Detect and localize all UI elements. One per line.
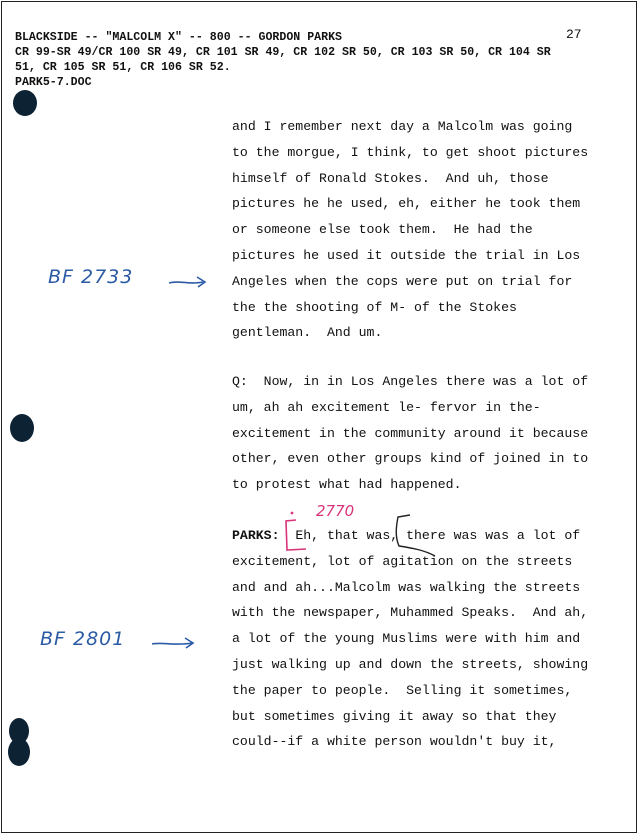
text-line: to protest what had happened.	[232, 477, 462, 493]
text-line: gentleman. And um.	[232, 325, 383, 341]
handwritten-note-2	[40, 628, 125, 650]
header-line-3: 51, CR 105 SR 51, CR 106 SR 52.	[15, 61, 231, 74]
text-line: to the morgue, I think, to get shoot pictures	[232, 144, 589, 160]
speaker-label: PARKS:	[232, 528, 280, 543]
paragraph-1	[232, 114, 632, 346]
text-line: pictures he used it outside the trial in Los	[232, 247, 581, 263]
binder-hole-middle	[10, 414, 34, 442]
text-line: pictures he he used, eh, either he took them	[232, 196, 581, 212]
page-number: 27	[566, 27, 582, 42]
text-line: um, ah ah excitement le- fervor in the-	[232, 399, 541, 415]
text-line: other, even other groups kind of joined in to	[232, 451, 589, 467]
handwritten-note-2-text: BF 2801	[40, 628, 126, 650]
text-line: excitement in the community around it because	[232, 425, 589, 441]
text-line: the paper to people. Selling it sometimes,	[232, 682, 573, 698]
text-line: but sometimes giving it away so that they	[232, 708, 557, 724]
text-line: Q: Now, in in Los Angeles there was a lot of	[232, 374, 589, 389]
text-line: or someone else took them. He had the	[232, 222, 533, 238]
text-line: the the shooting of M- of the Stokes	[232, 299, 517, 315]
timecode-text: 2770	[316, 502, 355, 520]
text-line: and and ah...Malcolm was walking the streets	[232, 579, 581, 595]
header-line-4: PARK5-7.DOC	[15, 76, 92, 89]
document-header	[15, 30, 551, 90]
arrow-icon	[167, 274, 209, 292]
header-line-2: CR 99-SR 49/CR 100 SR 49, CR 101 SR 49, CR 102 SR 50, CR 103 SR 50, CR 104 SR	[15, 46, 551, 59]
text-line-rest: Eh, that was, there was was a lot of	[295, 528, 581, 543]
binder-hole-top	[13, 90, 37, 116]
text-line: and I remember next day a Malcolm was going	[232, 119, 573, 134]
binder-hole-bottom-2	[8, 738, 30, 766]
text-line: Angeles when the cops were put on trial for	[232, 273, 573, 289]
text-line: excitement, lot of agitation on the streets	[232, 553, 573, 569]
text-line: could--if a white person wouldn't buy it,	[232, 734, 557, 750]
paragraph-2	[232, 369, 632, 498]
text-line: a lot of the young Muslims were with him and	[232, 631, 581, 647]
text-line: himself of Ronald Stokes. And uh, those	[232, 170, 549, 186]
timecode-bracket	[282, 510, 322, 556]
handwritten-note-1-text: BF 2733	[48, 266, 134, 288]
header-line-1: BLACKSIDE -- "MALCOLM X" -- 800 -- GORDON PARKS	[15, 31, 342, 44]
edit-bracket	[390, 512, 440, 562]
arrow-icon	[150, 634, 198, 652]
text-line: just walking up and down the streets, showing	[232, 656, 589, 672]
handwritten-note-1	[48, 266, 133, 288]
text-line: with the newspaper, Muhammed Speaks. And ah,	[232, 605, 589, 621]
